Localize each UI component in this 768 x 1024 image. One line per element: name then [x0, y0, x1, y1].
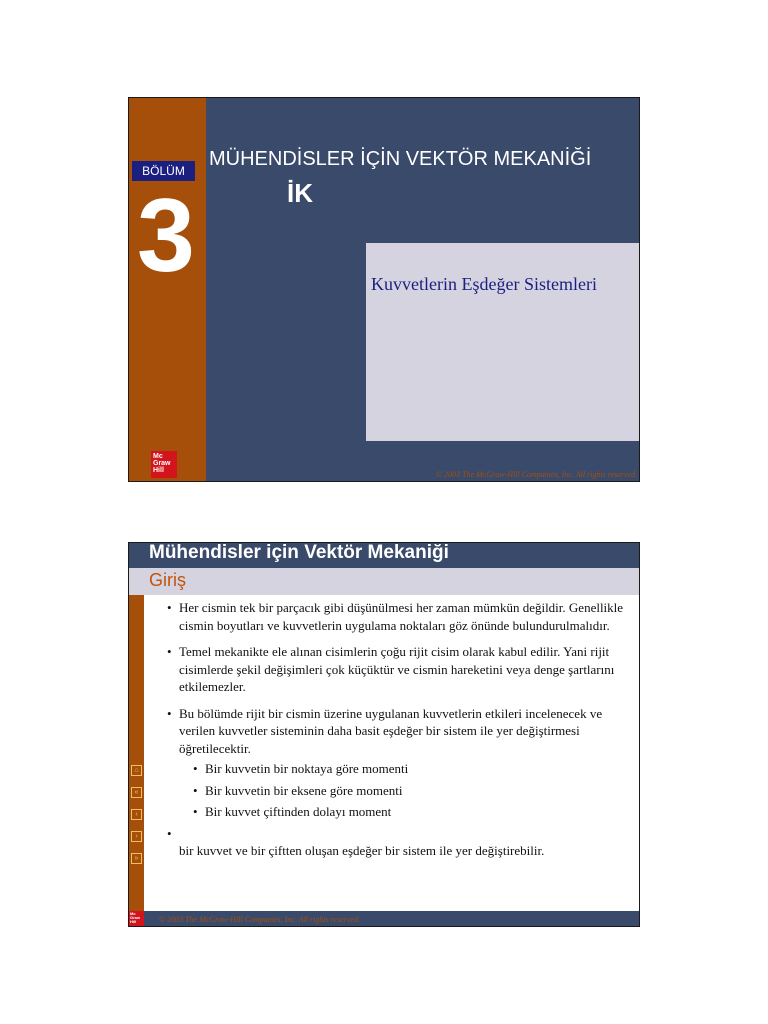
slide-title: Mühendisler için Vektör Mekaniği: [149, 542, 449, 563]
bullet-item-empty: [167, 825, 627, 843]
prev-icon[interactable]: ‹: [131, 809, 142, 820]
chapter-title-box: [366, 243, 640, 441]
book-title: MÜHENDİSLER İÇİN VEKTÖR MEKANİĞİ: [209, 148, 592, 170]
sub-bullet-item: • Bir kuvvet çiftinden dolayı moment: [167, 803, 627, 821]
mcgraw-hill-logo: Mc Graw Hill: [151, 451, 177, 478]
slide-subtitle: Giriş: [149, 570, 186, 590]
book-title-continued: İK: [287, 178, 313, 208]
mcgraw-hill-logo: Mc Graw Hill: [129, 911, 144, 926]
content-slide: [128, 542, 640, 927]
copyright-text: © 2003 The McGraw-Hill Companies, Inc. All rights reserved.: [159, 915, 360, 924]
sub-bullet-item: • Bir kuvvetin bir eksene göre momenti: [167, 782, 627, 800]
slide-body: [167, 599, 627, 860]
next-icon[interactable]: ›: [131, 831, 142, 842]
bullet-item: • Her cismin tek bir parçacık gibi düşünülmesi her zaman mümkün değildir. Genellikle cismin boyutları ve kuvvetlerin uygulama noktaları göz önünde bulundurulmalıdır.: [167, 599, 627, 634]
bullet-item: • Temel mekanikte ele alınan cisimlerin çoğu rijit cisim olarak kabul edilir. Yani rijit cisimlerde şekil değişimleri çok küçüktür ve cismin hareketini veya denge şartlarını etkilemezler.: [167, 643, 627, 696]
first-icon[interactable]: «: [131, 787, 142, 798]
sub-bullet-item: • Bir kuvvetin bir noktaya göre momenti: [167, 760, 627, 778]
bullet-item: • Bu bölümde rijit bir cismin üzerine uygulanan kuvvetlerin etkileri incelenecek ve verilen kuvvetler sisteminin daha basit eşdeğer bir sistem ile yer değiştirmesi öğretilecektir.: [167, 705, 627, 758]
chapter-label: BÖLÜM: [132, 161, 195, 181]
chapter-title: Kuvvetlerin Eşdeğer Sistemleri: [371, 274, 597, 294]
copyright-text: © 2003 The McGraw-Hill Companies, Inc. All rights reserved.: [436, 470, 637, 479]
title-slide: [128, 97, 640, 482]
side-bar: [129, 595, 144, 927]
home-icon[interactable]: ⌂: [131, 765, 142, 776]
subtitle-bar: [129, 568, 639, 595]
last-icon[interactable]: »: [131, 853, 142, 864]
bullet-continuation: bir kuvvet ve bir çiftten oluşan eşdeğer bir sistem ile yer değiştirebilir.: [179, 843, 545, 858]
chapter-number: 3: [137, 178, 195, 294]
